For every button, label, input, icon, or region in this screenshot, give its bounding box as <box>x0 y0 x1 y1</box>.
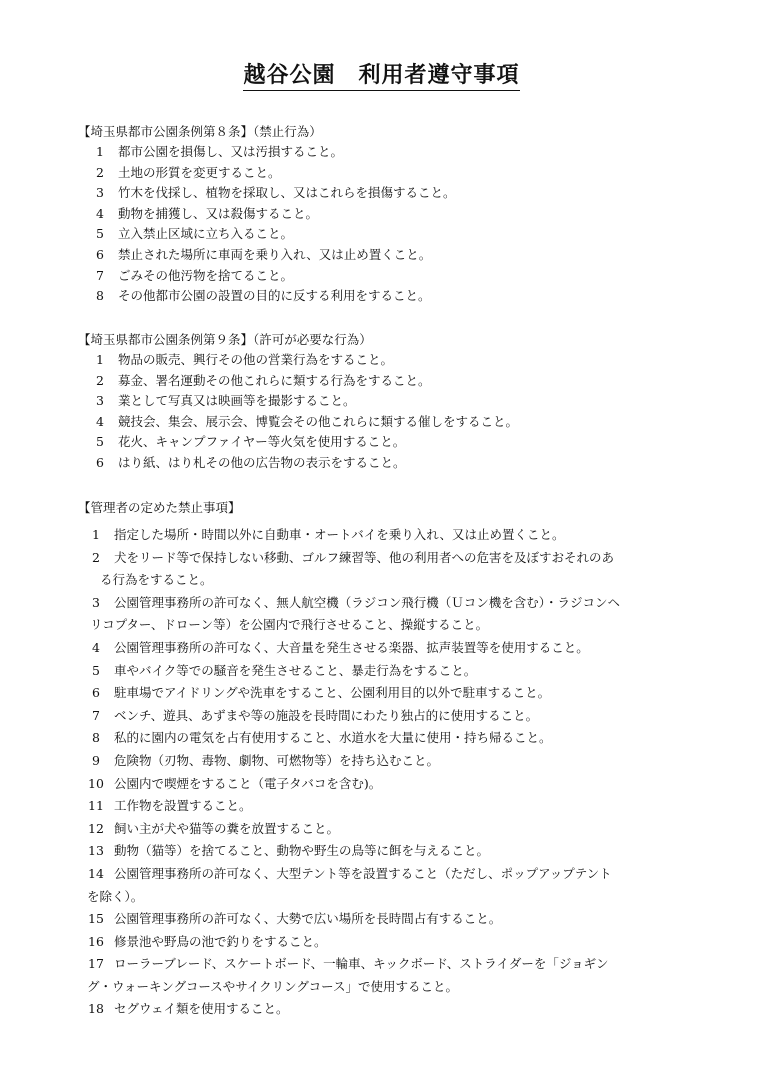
list-item <box>78 931 718 954</box>
list-item <box>82 266 718 287</box>
item-number: 8 <box>92 730 100 746</box>
list-item <box>78 750 718 773</box>
item-number: 1 <box>96 144 104 159</box>
item-number: 2 <box>92 549 100 565</box>
list-item <box>82 350 718 371</box>
list-item <box>82 391 718 412</box>
section-manager-prohibitions <box>78 498 718 1021</box>
item-text: 禁止された場所に車両を乗り入れ、又は止め置くこと。 <box>118 246 432 262</box>
page-title-text: 越谷公園 利用者遵守事項 <box>243 62 519 91</box>
item-number: 17 <box>88 956 104 972</box>
item-number: 3 <box>96 393 104 409</box>
list-item <box>82 142 718 163</box>
section-heading: 【管理者の定めた禁止事項】 <box>78 500 241 515</box>
item-text: 土地の形質を変更すること。 <box>118 164 281 180</box>
list-item <box>82 183 718 204</box>
item-number: 10 <box>88 775 104 791</box>
item-number: 12 <box>88 820 104 836</box>
item-text-continued: リコプター、ドローン等）を公園内で飛行させること、操縦すること。 <box>90 617 489 633</box>
item-number: 13 <box>88 843 104 859</box>
section-heading: 【埼玉県都市公園条例第８条】（禁止行為） <box>78 124 322 139</box>
item-text: 公園管理事務所の許可なく、大型テント等を設置すること（ただし、ポップアップテント <box>114 865 612 881</box>
list-item <box>78 637 718 660</box>
item-number: 1 <box>92 527 100 542</box>
item-number: 16 <box>88 933 104 949</box>
item-text: 業として写真又は映画等を撮影すること。 <box>118 393 356 409</box>
list-item <box>82 432 718 453</box>
section-permit-required-acts <box>78 330 718 474</box>
item-number: 1 <box>96 352 104 367</box>
item-text-continued: る行為をすること。 <box>100 572 213 588</box>
list-item <box>82 204 718 225</box>
item-number: 4 <box>92 639 100 655</box>
item-text: ごみその他汚物を捨てること。 <box>118 267 294 283</box>
list-item <box>78 773 718 796</box>
item-text: 競技会、集会、展示会、博覧会その他これらに類する催しをすること。 <box>118 413 519 429</box>
item-text-continued: グ・ウォーキングコースやサイクリングコース」で使用すること。 <box>87 978 459 994</box>
list-item <box>82 286 718 307</box>
item-text: 指定した場所・時間以外に自動車・オートバイを乗り入れ、又は止め置くこと。 <box>114 527 565 542</box>
list-item <box>78 840 718 863</box>
item-number: 9 <box>92 752 100 768</box>
item-text-continued: を除く）。 <box>87 888 144 904</box>
item-number: 2 <box>96 372 104 388</box>
list-item <box>82 453 718 474</box>
list-item <box>78 705 718 728</box>
list-item <box>82 163 718 184</box>
list-item <box>78 682 718 705</box>
item-text: ローラーブレード、スケートボード、一輪車、キックボード、ストライダーを「ジョギン <box>114 956 609 972</box>
item-text: 都市公園を損傷し、又は汚損すること。 <box>118 144 344 159</box>
item-text: 駐車場でアイドリングや洗車をすること、公園利用目的以外で駐車すること。 <box>114 685 551 701</box>
item-number: 6 <box>96 246 104 262</box>
list-item <box>78 908 718 931</box>
list-item <box>78 592 718 637</box>
page-title <box>0 58 763 89</box>
item-text: 犬をリード等で保持しない移動、ゴルフ練習等、他の利用者への危害を及ぼすおそれのあ <box>114 549 615 565</box>
item-number: 11 <box>88 798 104 814</box>
item-text: 危険物（刃物、毒物、劇物、可燃物等）を持ち込むこと。 <box>114 752 440 768</box>
item-text: 物品の販売、興行その他の営業行為をすること。 <box>118 352 394 367</box>
item-number: 4 <box>96 413 104 429</box>
item-number: 7 <box>96 267 104 283</box>
item-text: 車やバイク等での騒音を発生させること、暴走行為をすること。 <box>114 662 477 678</box>
item-number: 18 <box>88 1001 104 1017</box>
item-text: ベンチ、遊具、あずまや等の施設を長時間にわたり独占的に使用すること。 <box>114 707 539 723</box>
item-text: 公園内で喫煙をすること（電子タバコを含む)。 <box>114 775 382 791</box>
list-item <box>78 547 718 592</box>
item-text: 公園管理事務所の許可なく、大音量を発生させる楽器、拡声装置等を使用すること。 <box>114 639 589 655</box>
item-number: 5 <box>96 226 104 242</box>
list-item <box>82 224 718 245</box>
list-item <box>78 795 718 818</box>
list-item <box>78 818 718 841</box>
item-text: 募金、署名運動その他これらに類する行為をすること。 <box>118 372 431 388</box>
list-item <box>82 412 718 433</box>
item-text: はり紙、はり札その他の広告物の表示をすること。 <box>118 454 406 470</box>
item-text: 花火、キャンプファイヤー等火気を使用すること。 <box>118 434 406 450</box>
item-number: 8 <box>96 288 104 304</box>
list-item <box>82 371 718 392</box>
item-number: 3 <box>96 185 104 201</box>
item-number: 6 <box>92 685 100 701</box>
item-text: 飼い主が犬や猫等の糞を放置すること。 <box>114 820 340 836</box>
list-item <box>78 727 718 750</box>
section-heading: 【埼玉県都市公園条例第９条】（許可が必要な行為） <box>78 332 372 347</box>
item-text: その他都市公園の設置の目的に反する利用をすること。 <box>118 288 431 304</box>
list-item <box>82 245 718 266</box>
section-prohibited-acts <box>78 122 718 307</box>
item-text: 私的に園内の電気を占有使用すること、水道水を大量に使用・持ち帰ること。 <box>114 730 552 746</box>
list-item <box>78 998 718 1021</box>
item-number: 4 <box>96 205 104 221</box>
item-number: 7 <box>92 707 100 723</box>
item-text: 竹木を伐採し、植物を採取し、又はこれらを損傷すること。 <box>118 185 456 201</box>
item-number: 15 <box>88 911 104 927</box>
list-item <box>78 524 718 547</box>
item-text: 動物を捕獲し、又は殺傷すること。 <box>118 205 319 221</box>
item-text: 立入禁止区域に立ち入ること。 <box>118 226 294 242</box>
list-item <box>78 863 718 908</box>
item-text: 動物（猫等）を捨てること、動物や野生の鳥等に餌を与えること。 <box>114 843 490 859</box>
item-text: 修景池や野鳥の池で釣りをすること。 <box>114 933 327 949</box>
list-item <box>78 953 718 998</box>
item-number: 14 <box>88 865 104 881</box>
item-number: 5 <box>96 434 104 450</box>
item-number: 2 <box>96 164 104 180</box>
item-text: 公園管理事務所の許可なく、無人航空機（ラジコン飛行機（Ｕコン機を含む）・ラジコンヘ <box>114 594 621 610</box>
item-number: 3 <box>92 594 100 610</box>
item-number: 5 <box>92 662 100 678</box>
item-text: セグウェイ類を使用すること。 <box>114 1001 289 1017</box>
item-text: 工作物を設置すること。 <box>114 798 252 814</box>
item-text: 公園管理事務所の許可なく、大勢で広い場所を長時間占有すること。 <box>114 911 502 927</box>
item-number: 6 <box>96 454 104 470</box>
list-item <box>78 660 718 683</box>
